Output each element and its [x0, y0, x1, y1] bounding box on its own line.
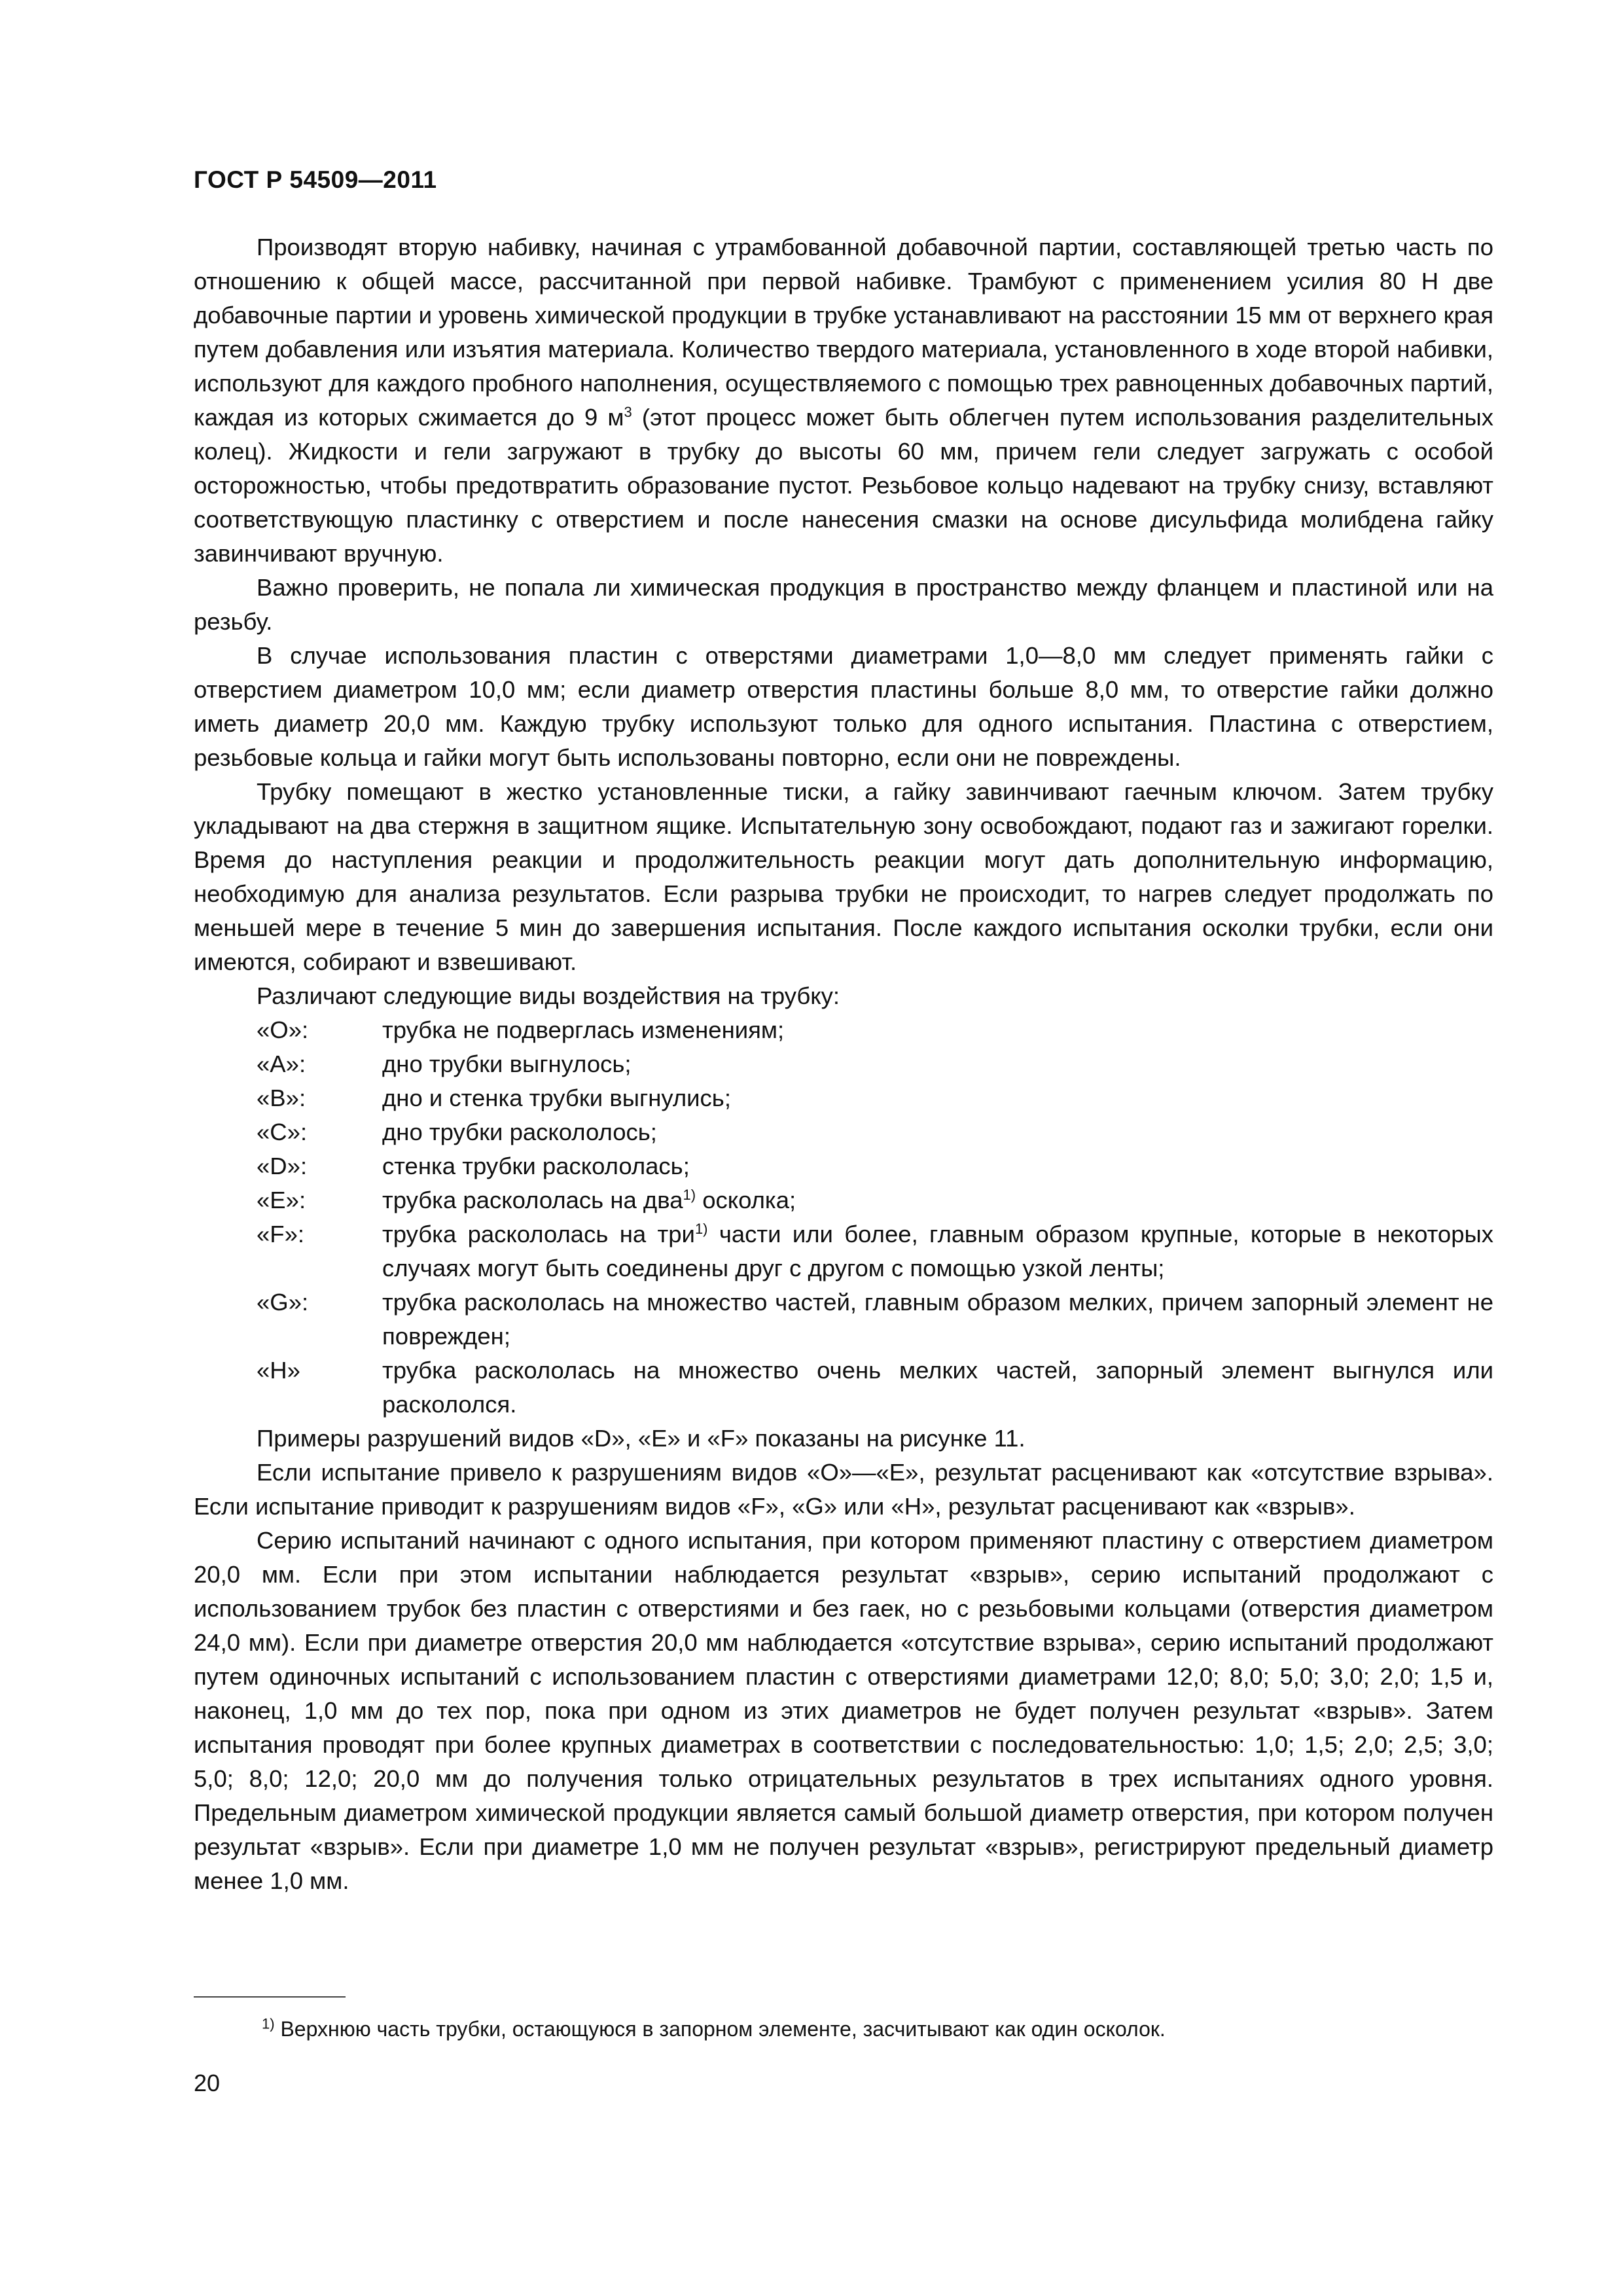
- footnote-mark: 1): [262, 2015, 275, 2032]
- footnote-text: Верхнюю часть трубки, остающуюся в запорном элементе, засчитывают как один осколок.: [274, 2017, 1166, 2041]
- list-item: [194, 1217, 1493, 1285]
- list-item-text: трубка раскололась на два$^{1)}$ осколка;: [382, 1186, 796, 1213]
- list-item-marker: «G»:: [257, 1289, 309, 1316]
- list-item-marker: «H»: [257, 1357, 300, 1384]
- paragraph-test-series: Серию испытаний начинают с одного испытания, при котором применяют пластину с отверстием диаметром 20,0 мм. Если при этом испытании наблюдается результат «взрыв», серию испытаний продолжают с использованием трубок без пластин с отверстиями и без гаек, но с резьбовыми кольцами (отверстия диаметром 24,0 мм). Если при диаметре отверстия 20,0 мм наблюдается «отсутствие взрыва», серию испытаний продолжают путем одиночных испытаний с использованием пластин с отверстиями диаметрами 12,0; 8,0; 5,0; 3,0; 2,0; 1,5 и, наконец, 1,0 мм до тех пор, пока при одном из этих диаметров не будет получен результат «взрыв». Затем испытания проводят при более крупных диаметрах в соответствии с последовательностью: 1,0; 1,5; 2,0; 2,5; 3,0; 5,0; 8,0; 12,0; 20,0 мм до получения только отрицательных результатов в трех испытаниях одного уровня. Предельным диаметром химической продукции является самый большой диаметр отверстия, при котором получен результат «взрыв». Если при диаметре 1,0 мм не получен результат «взрыв», регистрируют предельный диаметр менее 1,0 мм.: [194, 1527, 1493, 1894]
- list-item-marker: «F»:: [257, 1221, 305, 1247]
- list-item-marker: «D»:: [257, 1153, 308, 1179]
- paragraph-check-flange: Важно проверить, не попала ли химическая продукция в пространство между фланцем и пластиной или на резьбу.: [194, 574, 1493, 635]
- list-item: [194, 1149, 1493, 1183]
- page-number: 20: [194, 2070, 221, 2096]
- list-item-text: дно трубки выгнулось;: [382, 1050, 632, 1077]
- list-item: [194, 1285, 1493, 1354]
- footnote: [262, 2015, 1492, 2043]
- document-body: [194, 230, 1493, 1898]
- document-header: ГОСТ Р 54509—2011: [194, 166, 437, 193]
- list-item: [194, 1081, 1493, 1115]
- footnote-divider: [194, 1996, 346, 1998]
- list-item-text: стенка трубки раскололась;: [382, 1153, 690, 1179]
- list-item-text: трубка не подверглась изменениям;: [382, 1016, 785, 1043]
- list-item-text: трубка раскололась на три$^{1)}$ части или более, главным образом крупные, которые в некоторых случаях могут быть соединены друг с другом с помощью узкой ленты;: [382, 1220, 1493, 1282]
- list-item: [194, 1047, 1493, 1081]
- footnote-ref[interactable]: 1): [683, 1186, 696, 1203]
- list-item: [194, 1013, 1493, 1047]
- list-item-marker: «O»:: [257, 1016, 309, 1043]
- paragraph-result-assessment: Если испытание привело к разрушениям видов «O»—«E», результат расценивают как «отсутствие взрыва». Если испытание приводит к разрушениям видов «F», «G» или «H», результат расценивают как «взрыв».: [194, 1459, 1493, 1520]
- paragraph-figure-reference: Примеры разрушений видов «D», «E» и «F» показаны на рисунке 11.: [257, 1425, 1026, 1452]
- paragraph-effects-intro: Различают следующие виды воздействия на трубку:: [257, 982, 840, 1009]
- list-item: [194, 1354, 1493, 1422]
- paragraph-second-filling: Производят вторую набивку, начиная с утрамбованной добавочной партии, составляющей третью часть по отношению к общей массе, рассчитанной при первой набивке. Трамбуют с применением усилия 80 Н две добавочные партии и уровень химической продукции в трубке устанавливают на расстоянии 15 мм от верхнего края путем добавления или изъятия материала. Количество твердого материала, установленного в ходе второй набивки, используют для каждого пробного наполнения, осуществляемого с помощью трех равноценных добавочных партий, каждая из которых сжимается до 9 $м^3$ (этот процесс может быть облегчен путем использования разделительных колец). Жидкости и гели загружают в трубку до высоты 60 мм, причем гели следует загружать с особой осторожностью, чтобы предотвратить образование пустот. Резьбовое кольцо надевают на трубку снизу, вставляют соответствующую пластинку с отверстием и после нанесения смазки на основе дисульфида молибдена гайку завинчивают вручную.: [194, 234, 1493, 567]
- footnote-ref[interactable]: 1): [694, 1220, 708, 1237]
- paragraph-tube-mounting: Трубку помещают в жестко установленные тиски, а гайку завинчивают гаечным ключом. Затем трубку укладывают на два стержня в защитном ящике. Испытательную зону освобождают, подают газ и зажигают горелки. Время до наступления реакции и продолжительность реакции могут дать дополнительную информацию, необходимую для анализа результатов. Если разрыва трубки не происходит, то нагрев следует продолжать по меньшей мере в течение 5 мин до завершения испытания. После каждого испытания осколки трубки, если они имеются, собирают и взвешивают.: [194, 778, 1493, 975]
- list-item-text: дно трубки раскололось;: [382, 1119, 657, 1145]
- list-item-marker: «E»:: [257, 1187, 306, 1213]
- list-item-marker: «C»:: [257, 1119, 308, 1145]
- list-item-text: дно и стенка трубки выгнулись;: [382, 1085, 731, 1111]
- list-item: [194, 1183, 1493, 1217]
- superscript-cubic: 3: [624, 403, 632, 420]
- list-item-marker: «A»:: [257, 1050, 306, 1077]
- effects-list: [194, 1013, 1493, 1422]
- list-item-text: трубка раскололась на множество очень мелких частей, запорный элемент выгнулся или раскололся.: [382, 1357, 1493, 1418]
- paragraph-plates-nuts: В случае использования пластин с отверстями диаметрами 1,0—8,0 мм следует применять гайки с отверстием диаметром 10,0 мм; если диаметр отверстия пластины больше 8,0 мм, то отверстие гайки должно иметь диаметр 20,0 мм. Каждую трубку используют только для одного испытания. Пластина с отверстием, резьбовые кольца и гайки могут быть использованы повторно, если они не повреждены.: [194, 642, 1493, 771]
- list-item-marker: «B»:: [257, 1085, 306, 1111]
- list-item: [194, 1115, 1493, 1149]
- list-item-text: трубка раскололась на множество частей, главным образом мелких, причем запорный элемент не поврежден;: [382, 1289, 1493, 1350]
